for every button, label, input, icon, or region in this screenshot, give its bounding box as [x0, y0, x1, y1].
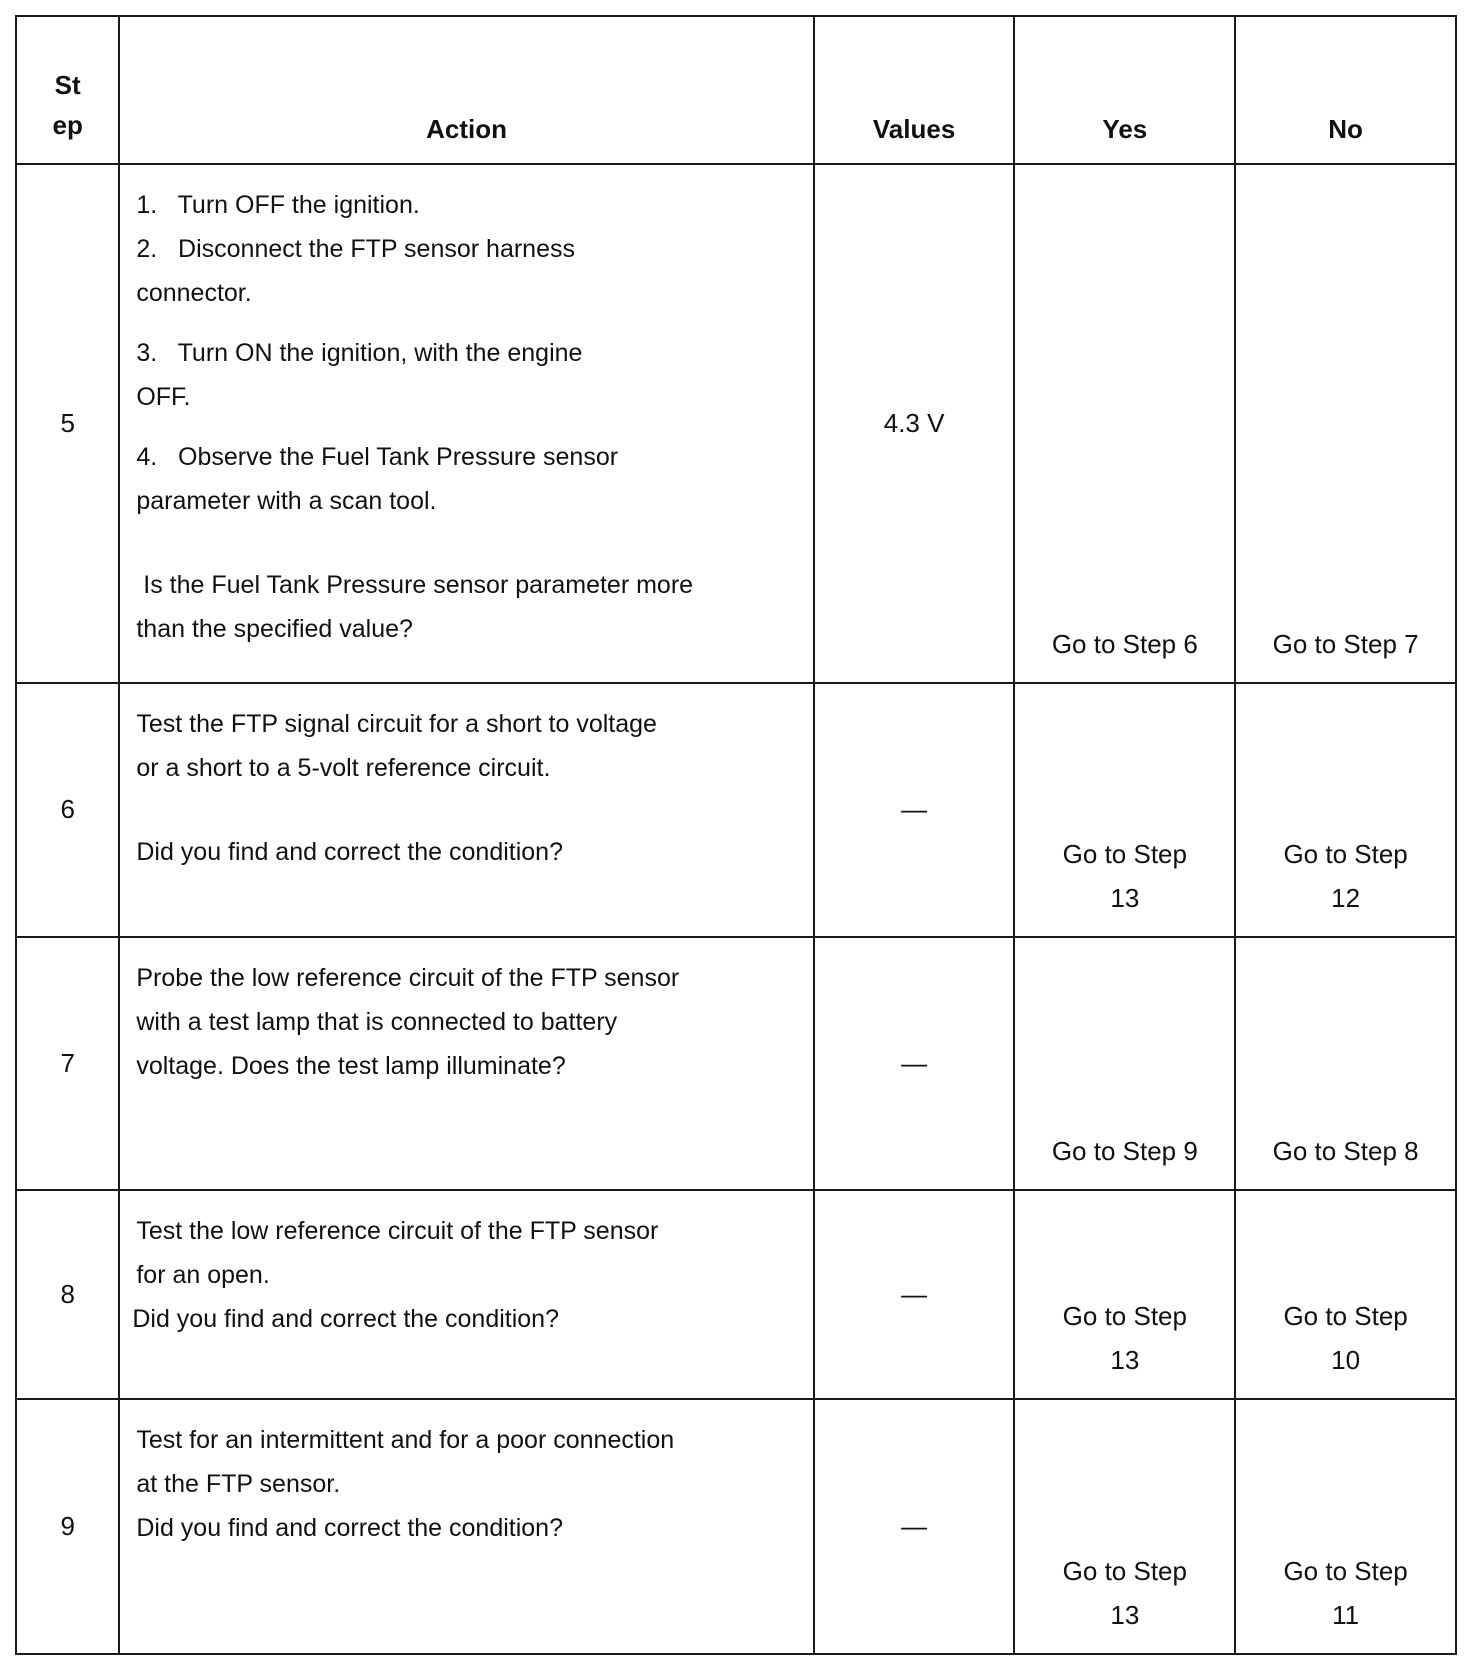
- step-number: 8: [16, 1190, 119, 1399]
- action-line: for an open.: [136, 1261, 270, 1290]
- value-cell: —: [814, 1399, 1015, 1654]
- value-cell: —: [814, 937, 1015, 1190]
- yes-goto-step: 13: [1110, 1345, 1140, 1376]
- action-line: or a short to a 5-volt reference circuit.: [136, 754, 551, 783]
- header-step-line1: St: [54, 70, 81, 101]
- yes-cell: [1014, 1399, 1235, 1654]
- action-line: 4. Observe the Fuel Tank Pressure sensor: [136, 443, 619, 472]
- no-goto: Go to Step: [1283, 838, 1408, 869]
- action-cell: [119, 1399, 813, 1654]
- action-line: voltage. Does the test lamp illuminate?: [136, 1051, 566, 1080]
- action-line: with a test lamp that is connected to battery: [136, 1007, 618, 1036]
- yes-cell: [1014, 164, 1235, 683]
- header-values: [814, 16, 1015, 164]
- action-line: at the FTP sensor.: [136, 1470, 341, 1499]
- step-number: 7: [16, 937, 119, 1190]
- value-cell: 4.3 V: [814, 164, 1015, 683]
- action-cell: [119, 164, 813, 683]
- action-cell: [119, 683, 813, 936]
- no-goto-step: 11: [1332, 1600, 1360, 1630]
- no-goto: Go to Step 7: [1272, 629, 1419, 660]
- header-no: [1235, 16, 1456, 164]
- yes-cell: [1014, 683, 1235, 936]
- table-row: [16, 1399, 1456, 1654]
- header-step: [16, 16, 119, 164]
- action-cell: [119, 1190, 813, 1399]
- action-line: parameter with a scan tool.: [136, 487, 437, 516]
- no-cell: [1235, 683, 1456, 936]
- action-line: Did you find and correct the condition?: [132, 1305, 559, 1334]
- header-values-label: Values: [872, 114, 956, 145]
- action-line: 3. Turn ON the ignition, with the engine: [136, 339, 583, 368]
- action-line: Test the low reference circuit of the FTP sensor: [136, 1217, 659, 1246]
- action-line: than the specified value?: [136, 615, 413, 644]
- yes-goto-step: 13: [1110, 1600, 1140, 1630]
- action-line: Did you find and correct the condition?: [136, 1514, 563, 1543]
- value-cell: —: [814, 1190, 1015, 1399]
- action-line: connector.: [136, 279, 252, 308]
- step-number: 9: [16, 1399, 119, 1654]
- yes-cell: [1014, 937, 1235, 1190]
- header-yes-label: Yes: [1102, 114, 1148, 145]
- diagnostic-table: [15, 15, 1457, 1655]
- yes-goto: Go to Step 6: [1051, 629, 1198, 660]
- table-row: [16, 937, 1456, 1190]
- header-action: [119, 16, 813, 164]
- yes-cell: [1014, 1190, 1235, 1399]
- no-goto-step: 10: [1331, 1345, 1361, 1376]
- table-header-row: [16, 16, 1456, 164]
- table-row: [16, 164, 1456, 683]
- action-line: Did you find and correct the condition?: [136, 838, 563, 867]
- yes-goto: Go to Step: [1062, 838, 1187, 869]
- table-row: [16, 1190, 1456, 1399]
- action-line: 1. Turn OFF the ignition.: [136, 191, 420, 220]
- no-cell: [1235, 1399, 1456, 1654]
- no-goto: Go to Step 8: [1272, 1136, 1419, 1167]
- action-cell: [119, 937, 813, 1190]
- yes-goto: Go to Step: [1062, 1556, 1187, 1586]
- action-line: Test for an intermittent and for a poor connection: [136, 1426, 675, 1455]
- action-line: Probe the low reference circuit of the FTP sensor: [136, 963, 680, 992]
- step-number: 6: [16, 683, 119, 936]
- yes-goto: Go to Step: [1062, 1301, 1187, 1332]
- no-goto: Go to Step: [1283, 1301, 1408, 1332]
- action-line: 2. Disconnect the FTP sensor harness: [136, 235, 575, 264]
- no-cell: [1235, 164, 1456, 683]
- action-line: OFF.: [136, 383, 191, 412]
- table-row: [16, 683, 1456, 936]
- header-no-label: No: [1328, 114, 1363, 145]
- action-line: Test the FTP signal circuit for a short to voltage: [136, 710, 657, 739]
- step-number: 5: [16, 164, 119, 683]
- no-goto: Go to Step: [1283, 1556, 1408, 1586]
- no-cell: [1235, 937, 1456, 1190]
- yes-goto: Go to Step 9: [1051, 1136, 1198, 1167]
- value-cell: —: [814, 683, 1015, 936]
- yes-goto-step: 13: [1110, 882, 1140, 913]
- action-line: Is the Fuel Tank Pressure sensor parameter more: [136, 571, 694, 600]
- header-step-line2: ep: [52, 110, 83, 141]
- header-yes: [1014, 16, 1235, 164]
- no-goto-step: 12: [1331, 882, 1361, 913]
- header-action-label: Action: [426, 114, 507, 145]
- no-cell: [1235, 1190, 1456, 1399]
